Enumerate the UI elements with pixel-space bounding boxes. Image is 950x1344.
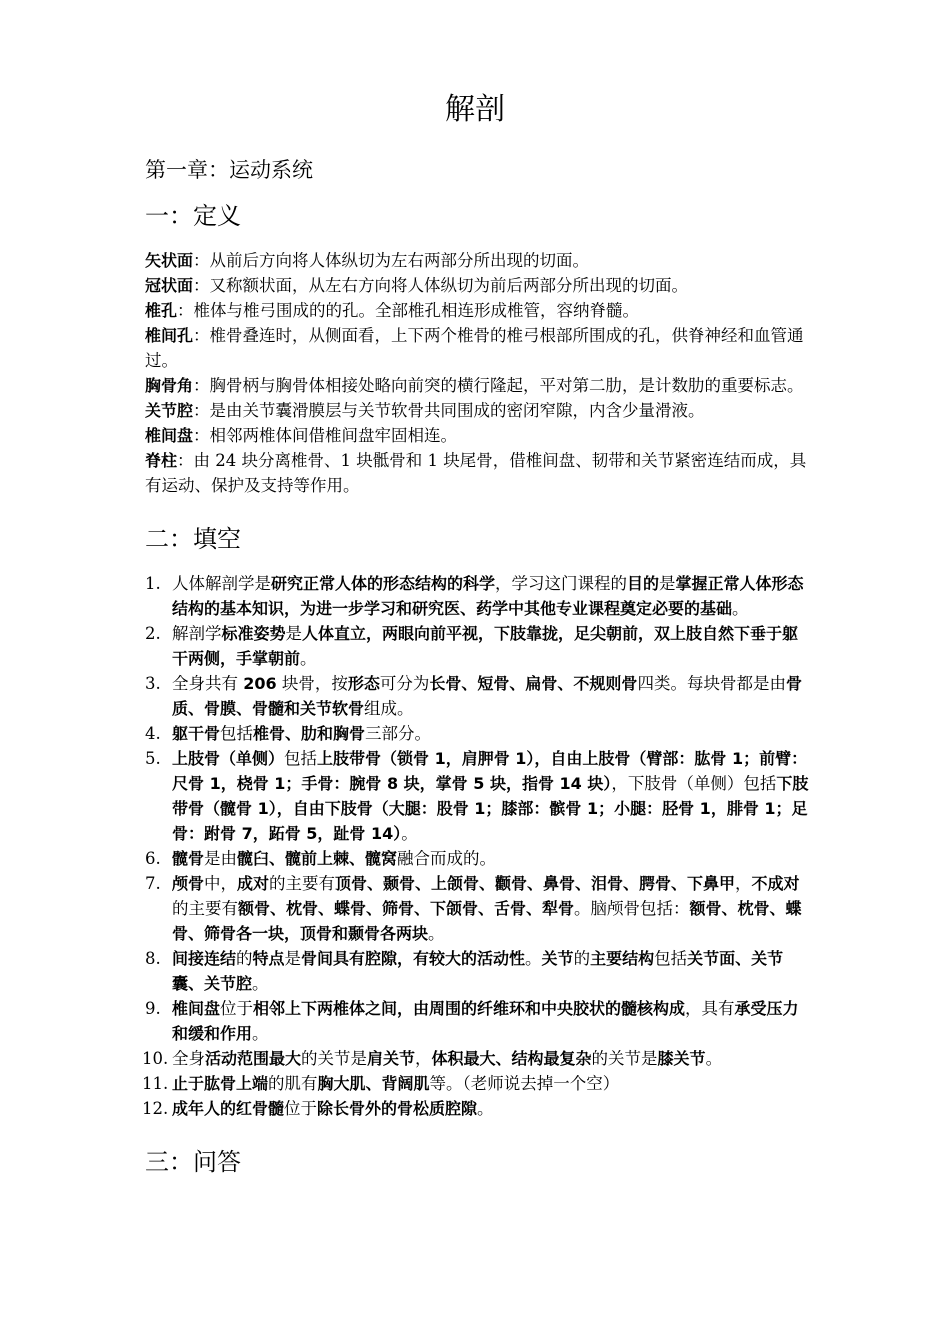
item-text: 全身 <box>172 1049 205 1068</box>
definition-term: 椎孔 <box>145 301 178 320</box>
fill-item <box>145 846 813 871</box>
bold-answer: 标准姿势 <box>221 624 286 643</box>
bold-answer: 顶骨、颞骨、上颌骨、颧骨、鼻骨、泪骨、腭骨、下鼻甲 <box>335 874 736 893</box>
chapter-heading: 第一章：运动系统 <box>145 158 313 182</box>
bold-answer: 相邻上下两椎体之间，由周围的纤维环和中央胶状的髓核构成 <box>253 999 686 1018</box>
bold-answer: 骨质、骨膜、骨髓和关节软骨 <box>172 674 802 718</box>
fill-item <box>142 1071 813 1096</box>
bold-answer: 目的 <box>627 574 660 593</box>
fill-blank-list <box>142 571 813 1121</box>
bold-answer: 椎间盘 <box>172 999 221 1018</box>
fill-item <box>145 946 813 996</box>
item-text: 是 <box>284 949 302 968</box>
definition-term: 椎间盘 <box>145 426 194 445</box>
definitions-list <box>145 248 810 498</box>
definition-term: 胸骨角 <box>145 376 194 395</box>
item-text: 是 <box>285 624 303 643</box>
item-text: 的 <box>573 949 591 968</box>
document-title: 解剖 <box>445 92 505 127</box>
definition-text: ：胸骨柄与胸骨体相接处略向前突的横行隆起，平对第二肋，是计数肋的重要标志。 <box>193 376 804 395</box>
item-text: ， <box>415 1049 432 1068</box>
item-number: 4. <box>145 724 161 743</box>
definition-term: 矢状面 <box>145 251 194 270</box>
item-text: 人体解剖学是 <box>172 574 271 593</box>
definition-text: ：又称额状面，从左右方向将人体纵切为前后两部分所出现的切面。 <box>193 276 689 295</box>
item-text: 是 <box>659 574 676 593</box>
definition-item <box>145 298 810 323</box>
item-text: 。 <box>252 974 269 993</box>
fill-item <box>145 871 813 946</box>
bold-answer: 不成对 <box>751 874 800 893</box>
bold-answer: 长骨、短骨、扁骨、不规则骨 <box>429 674 638 693</box>
definition-text: ：是由关节囊滑膜层与关节软骨共同围成的密闭窄隙，内含少量滑液。 <box>193 401 705 420</box>
item-text: 等。（老师说去掉一个空） <box>429 1074 620 1093</box>
item-text: 。 <box>300 649 317 668</box>
fill-item <box>145 621 813 671</box>
fill-item <box>145 571 813 621</box>
definition-item <box>145 448 810 498</box>
bold-answer: 额骨、枕骨、蝶骨、筛骨各一块，顶骨和颞骨各两块 <box>172 899 802 943</box>
fill-item <box>142 1046 813 1071</box>
definition-term: 椎间孔 <box>145 326 194 345</box>
bold-answer: 承受压力和缓和作用 <box>172 999 799 1043</box>
item-text: 包括 <box>284 749 318 768</box>
definition-item <box>145 248 810 273</box>
item-text: 。 <box>705 1049 723 1068</box>
item-text: 三部分。 <box>365 724 432 743</box>
item-number: 10. <box>142 1049 169 1068</box>
item-text: 全身共有 <box>172 674 244 693</box>
bold-answer: 活动范围最大 <box>205 1049 302 1068</box>
item-number: 7. <box>145 874 161 893</box>
item-text: 的主要有 <box>172 899 238 918</box>
item-text: 的肌有 <box>268 1074 318 1093</box>
bold-answer: 人体直立，两眼向前平视，下肢靠拢，足尖朝前，双上肢自然下垂于躯干两侧，手掌朝前 <box>172 624 799 668</box>
bold-answer: 躯干骨 <box>172 724 221 743</box>
definition-term: 关节腔 <box>145 401 194 420</box>
fill-item <box>145 746 813 846</box>
item-text: 。 <box>401 824 418 843</box>
item-text: ，具有 <box>685 999 735 1018</box>
item-text: ，下肢骨（单侧）包括 <box>611 774 777 793</box>
item-text: 是由 <box>204 849 238 868</box>
item-text: 中， <box>204 874 238 893</box>
bold-answer: 骨间具有腔隙，有较大的活动性 <box>301 949 526 968</box>
definition-term: 冠状面 <box>145 276 194 295</box>
bold-answer: 下肢带骨（髋骨 1），自由下肢骨（大腿：股骨 1；膝部：髌骨 1；小腿：胫骨 1，腓骨 1；足骨：跗骨 7，跖骨 5，趾骨 14） <box>172 774 809 843</box>
item-text: 包括 <box>654 949 688 968</box>
item-number: 12. <box>142 1099 169 1118</box>
definition-text: ：由 24 块分离椎骨、1 块骶骨和 1 块尾骨，借椎间盘、韧带和关节紧密连结而成，具有运动、保护及支持等作用。 <box>145 451 807 495</box>
item-text: 融合而成的。 <box>397 849 497 868</box>
item-text: 包括 <box>220 724 254 743</box>
item-text: 四类。每块骨都是由 <box>637 674 786 693</box>
item-text: 的主要有 <box>269 874 336 893</box>
bold-answer: 颅骨 <box>172 874 205 893</box>
bold-answer: 胸大肌、背阔肌 <box>317 1074 430 1093</box>
item-text: 的 <box>236 949 253 968</box>
bold-answer: 特点 <box>252 949 285 968</box>
item-text: 的关节是 <box>591 1049 658 1068</box>
section-heading-fill-blank: 二：填空 <box>145 525 241 553</box>
item-text: 。脑颅骨包括： <box>574 899 690 918</box>
item-text: 解剖学 <box>172 624 222 643</box>
item-text: 。 <box>428 924 445 943</box>
bold-answer: 成年人的红骨髓 <box>172 1099 285 1118</box>
bold-answer: 成对 <box>237 874 270 893</box>
definition-text: ：椎体与椎弓围成的的孔。全部椎孔相连形成椎管，容纳脊髓。 <box>177 301 640 320</box>
item-text: 的关节是 <box>301 1049 368 1068</box>
definition-item <box>145 398 810 423</box>
bold-answer: 研究正常人体的形态结构的科学 <box>271 574 496 593</box>
definition-item <box>145 373 810 398</box>
bold-answer: 止于肱骨上端 <box>172 1074 269 1093</box>
section-heading-definitions: 一：定义 <box>145 202 241 230</box>
bold-answer: 除长骨外的骨松质腔隙 <box>317 1099 478 1118</box>
bold-answer: 肩关节 <box>367 1049 416 1068</box>
bold-answer: 膝关节 <box>657 1049 706 1068</box>
item-number: 11. <box>142 1074 169 1093</box>
definition-text: ：从前后方向将人体纵切为左右两部分所出现的切面。 <box>193 251 590 270</box>
item-text: 位于 <box>220 999 254 1018</box>
definition-item <box>145 423 810 448</box>
item-text: ，学习这门课程的 <box>495 574 628 593</box>
item-text: 位于 <box>284 1099 318 1118</box>
definition-item <box>145 323 810 373</box>
bold-answer: 掌握正常人体形态结构的基本知识，为进一步学习和研究医、药学中其他专业课程奠定必要的基础 <box>172 574 804 618</box>
item-number: 3. <box>145 674 161 693</box>
fill-item <box>145 996 813 1046</box>
item-number: 8. <box>145 949 161 968</box>
bold-answer: 间接连结 <box>172 949 237 968</box>
definition-text: ：相邻两椎体间借椎间盘牢固相连。 <box>193 426 458 445</box>
definition-item <box>145 273 810 298</box>
bold-answer: 主要结构 <box>590 949 655 968</box>
bold-answer: 髋臼、髋前上棘、髋窝 <box>237 849 398 868</box>
item-number: 1. <box>145 574 161 593</box>
bold-answer: 206 <box>243 674 277 693</box>
bold-answer: 髋骨 <box>172 849 205 868</box>
section-heading-qa: 三：问答 <box>145 1148 241 1176</box>
bold-answer: 上肢带骨（锁骨 1，肩胛骨 1），自由上肢骨（臂部：肱骨 1；前臂：尺骨 1，桡骨 1；手骨：腕骨 8 块，掌骨 5 块，指骨 14 块） <box>172 749 808 793</box>
bold-answer: 关节 <box>541 949 574 968</box>
fill-item <box>142 1096 813 1121</box>
bold-answer: 椎骨、肋和胸骨 <box>253 724 366 743</box>
item-text: 。 <box>252 1024 269 1043</box>
bold-answer: 关节面、关节囊、关节腔 <box>172 949 784 993</box>
item-number: 5. <box>145 749 161 768</box>
bold-answer: 上肢骨（单侧） <box>172 749 285 768</box>
item-text: ， <box>735 874 752 893</box>
fill-item <box>145 671 813 721</box>
item-text: 组成。 <box>364 699 414 718</box>
bold-answer: 额骨、枕骨、蝶骨、筛骨、下颌骨、舌骨、犁骨 <box>238 899 575 918</box>
item-text: 可分为 <box>379 674 430 693</box>
bold-answer: 形态 <box>347 674 380 693</box>
item-text: 块骨，按 <box>276 674 348 693</box>
fill-item <box>145 721 813 746</box>
bold-answer: 体积最大、结构最复杂 <box>431 1049 592 1068</box>
item-number: 9. <box>145 999 161 1018</box>
item-text: 。 <box>477 1099 494 1118</box>
definition-term: 脊柱 <box>145 451 178 470</box>
item-number: 2. <box>145 624 161 643</box>
item-number: 6. <box>145 849 161 868</box>
definition-text: ：椎骨叠连时，从侧面看，上下两个椎骨的椎弓根部所围成的孔，供脊神经和血管通过。 <box>145 326 804 370</box>
item-text: 。 <box>525 949 542 968</box>
item-text: 。 <box>732 599 749 618</box>
